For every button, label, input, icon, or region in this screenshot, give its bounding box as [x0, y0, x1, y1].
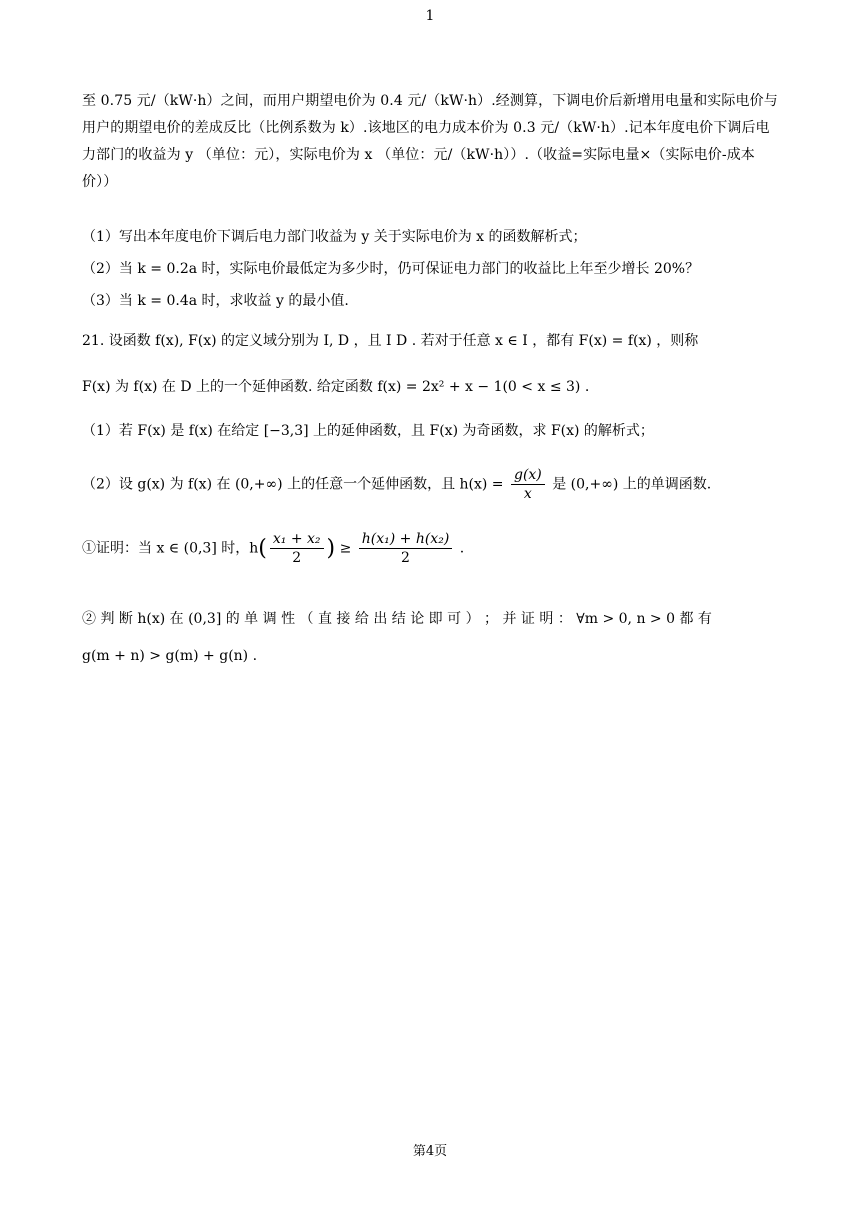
sub1-fraction-2: [359, 530, 453, 567]
problem21-sub1: [82, 530, 464, 567]
problem20-part2: （2）当 k = 0.2a 时，实际电价最低定为多少时，仍可保证电力部门的收益比上年至少增长 20%？: [82, 261, 700, 277]
part2-fraction-numerator: g(x): [511, 466, 545, 485]
sub1-text-before: ①证明：当 x ∈ (0,3] 时，h: [82, 540, 259, 557]
sub1-fraction-1-numerator: x₁ + x₂: [270, 530, 324, 549]
part2-text-before: （2）设 g(x) 为 f(x) 在 (0,+∞) 上的任意一个延伸函数，且 h(x) =: [82, 476, 504, 493]
right-paren-glyph: ): [326, 536, 336, 561]
problem20-part1: （1）写出本年度电价下调后电力部门收益为 y 关于实际电价为 x 的函数解析式；: [82, 229, 587, 245]
problem21-sub2-line2: g(m + n) > g(m) + g(n) .: [82, 648, 258, 664]
problem21-intro-line2: F(x) 为 f(x) 在 D 上的一个延伸函数. 给定函数 f(x) = 2x² + x − 1(0 < x ≤ 3) .: [82, 379, 590, 395]
footer-page-label: 第4页: [412, 1144, 448, 1159]
top-page-number: 1: [425, 8, 435, 24]
left-paren-glyph: (: [258, 536, 267, 561]
problem21-part1: （1）若 F(x) 是 f(x) 在给定 [−3,3] 上的延伸函数，且 F(x) 为奇函数，求 F(x) 的解析式；: [82, 423, 654, 439]
problem21-part2: [82, 466, 711, 503]
sub1-end: .: [459, 540, 465, 557]
sub1-fraction-2-denominator: 2: [401, 550, 410, 566]
part2-fraction: [511, 466, 545, 503]
sub1-fraction-2-numerator: h(x₁) + h(x₂): [359, 530, 453, 549]
sub1-fraction-1: [270, 530, 324, 567]
sub1-fraction-1-denominator: 2: [292, 550, 302, 566]
part2-fraction-denominator: x: [523, 486, 532, 502]
problem21-sub2-line1: ② 判 断 h(x) 在 (0,3] 的 单 调 性 （ 直 接 给 出 结 论 即 可 ） ； 并 证 明 ： ∀m > 0, n > 0 都 有: [82, 611, 712, 627]
problem21-intro-line1: 21. 设函数 f(x), F(x) 的定义域分别为 I, D ，且 I D . 若对于任意 x ∈ I ，都有 F(x) = f(x) ，则称: [82, 333, 699, 349]
problem20-part3: （3）当 k = 0.4a 时，求收益 y 的最小值.: [82, 293, 349, 309]
sub1-ge-sign: ≥: [339, 540, 352, 557]
problem20-paragraph: 至 0.75 元/（kW·h）之间，而用户期望电价为 0.4 元/（kW·h）.经测算，下调电价后新增用电量和实际电价与用户的期望电价的差成反比（比例系数为 k）.该地区的电力成本价为 0.3 元/（kW·h）.记本年度电价下调后电力部门的收益为 y （单位：元），实际电价为 x （单位：元/（kW·h））.（收益=实际电量×（实际电价-成本价））: [82, 93, 778, 190]
part2-text-after: 是 (0,+∞) 上的单调函数.: [552, 476, 712, 493]
